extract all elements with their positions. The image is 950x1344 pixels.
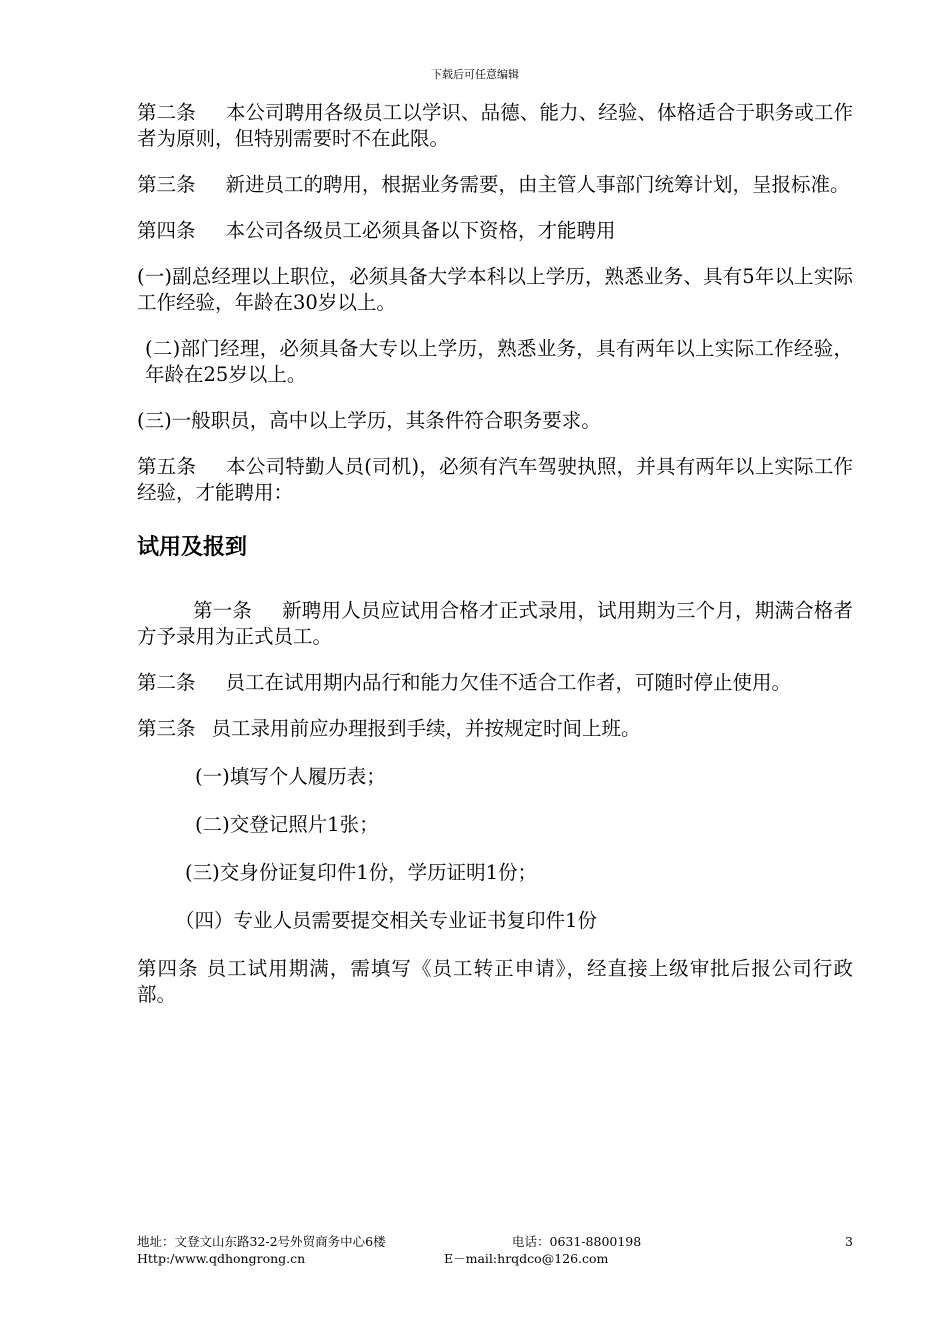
article-text: 员工在试用期内品行和能力欠佳不适合工作者，可随时停止使用。 (225, 671, 792, 694)
article-paragraph (137, 716, 853, 742)
footer-phone: 电话：0631-8800198 (512, 1234, 642, 1249)
checklist-item: （四）专业人员需要提交相关专业证书复印件1份 (175, 909, 597, 932)
article-paragraph (137, 172, 853, 198)
article-text: 本公司特勤人员(司机)，必须有汽车驾驶执照，并具有两年以上实际工作经验，才能聘用： (137, 455, 853, 504)
footer-address: 地址：文登文山东路32-2号外贸商务中心6楼 (137, 1234, 386, 1249)
page-number: 3 (845, 1234, 853, 1249)
qualification-item (137, 408, 853, 434)
qualification-text: (二)部门经理，必须具备大专以上学历，熟悉业务，具有两年以上实际工作经验，年龄在25岁以上。 (145, 337, 853, 386)
article-label: 第一条 (193, 599, 253, 622)
article-paragraph (137, 598, 853, 650)
article-text: 新聘用人员应试用合格才正式录用，试用期为三个月，期满合格者方予录用为正式员工。 (137, 599, 853, 648)
footer-row (137, 1250, 853, 1267)
section-heading: 试用及报到 (137, 535, 248, 560)
checklist-item: (二)交登记照片1张； (195, 813, 379, 836)
article-text: 员工录用前应办理报到手续，并按规定时间上班。 (211, 717, 641, 740)
qualification-item (137, 336, 853, 388)
article-text: 本公司各级员工必须具备以下资格，才能聘用 (225, 219, 616, 242)
article-label: 第四条 (137, 219, 196, 242)
article-paragraph (137, 100, 853, 152)
article-paragraph (137, 956, 853, 1008)
page-footer (137, 1233, 853, 1267)
article-paragraph (137, 454, 853, 506)
document-body (137, 100, 853, 1028)
checklist-item: (三)交身份证复印件1份，学历证明1份； (185, 861, 538, 884)
article-label: 第二条 (137, 101, 196, 124)
qualification-text: (一)副总经理以上职位，必须具备大学本科以上学历，熟悉业务、具有5年以上实际工作经验，年龄在30岁以上。 (137, 265, 853, 314)
article-text: 新进员工的聘用，根据业务需要，由主管人事部门统筹计划，呈报标准。 (225, 173, 850, 196)
qualification-item (137, 264, 853, 316)
article-text: 员工试用期满，需填写《员工转正申请》，经直接上级审批后报公司行政部。 (137, 957, 853, 1006)
article-paragraph (137, 670, 853, 696)
article-label: 第四条 (137, 957, 199, 980)
footer-email: E－mail:hrqdco@126.com (444, 1251, 609, 1266)
article-text: 本公司聘用各级员工以学识、品德、能力、经验、体格适合于职务或工作者为原则，但特别需要时不在此限。 (137, 101, 853, 150)
article-label: 第二条 (137, 671, 196, 694)
footer-row (137, 1233, 853, 1250)
article-label: 第五条 (137, 455, 197, 478)
article-label: 第三条 (137, 717, 196, 740)
footer-website: Http:/www.qdhongrong.cn (137, 1251, 306, 1266)
checklist-item: (一)填写个人履历表； (195, 765, 386, 788)
article-paragraph (137, 218, 853, 244)
qualification-text: (三)一般职员，高中以上学历，其条件符合职务要求。 (137, 409, 601, 432)
article-label: 第三条 (137, 173, 196, 196)
page-header: 下载后可任意编辑 (431, 68, 519, 81)
